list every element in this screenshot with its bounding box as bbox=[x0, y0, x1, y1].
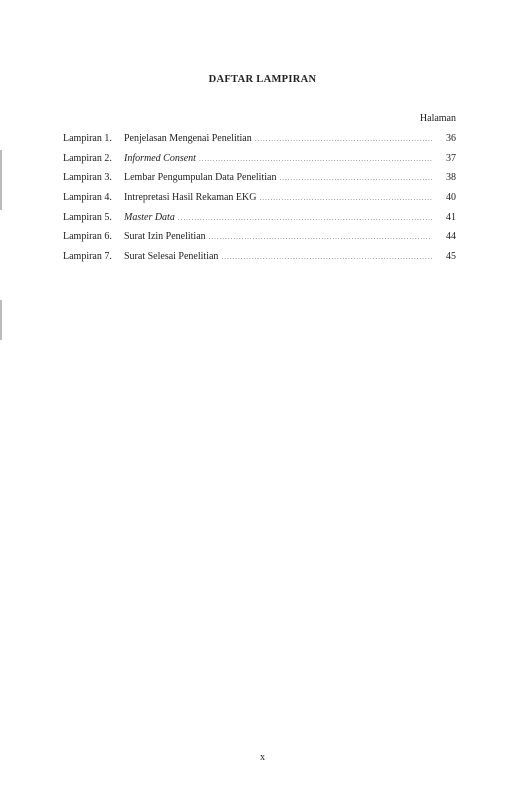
appendix-entry bbox=[63, 129, 456, 149]
appendix-entry bbox=[63, 149, 456, 169]
dot-leader bbox=[255, 130, 432, 150]
dot-leader bbox=[209, 228, 432, 248]
appendix-page-number: 41 bbox=[446, 211, 456, 223]
appendix-title: Lembar Pengumpulan Data Penelitian bbox=[124, 172, 277, 184]
appendix-page-number: 37 bbox=[446, 152, 456, 164]
appendix-entry bbox=[63, 188, 456, 208]
appendix-entry bbox=[63, 247, 456, 267]
appendix-entry bbox=[63, 168, 456, 188]
dot-leader bbox=[221, 248, 432, 268]
appendix-title: Surat Izin Penelitian bbox=[124, 231, 206, 243]
appendix-title: Master Data bbox=[124, 211, 175, 223]
dot-leader bbox=[259, 189, 432, 209]
appendix-title: Surat Selesai Penelitian bbox=[124, 251, 219, 263]
appendix-page-number: 36 bbox=[446, 133, 456, 144]
appendix-page-number: 38 bbox=[446, 172, 456, 184]
appendix-title: Intrepretasi Hasil Rekaman EKG bbox=[124, 192, 257, 204]
appendix-entry bbox=[63, 208, 456, 228]
dot-leader bbox=[178, 209, 432, 229]
dot-leader bbox=[279, 169, 432, 189]
appendix-title: Penjelasan Mengenai Penelitian bbox=[124, 133, 252, 144]
appendix-list bbox=[63, 129, 456, 267]
appendix-number: Lampiran 1. bbox=[63, 133, 112, 144]
appendix-number: Lampiran 4. bbox=[63, 192, 112, 204]
footer-page-number: x bbox=[260, 752, 265, 763]
appendix-number: Lampiran 2. bbox=[63, 152, 112, 164]
scan-edge-mark bbox=[0, 150, 2, 210]
scan-edge-mark bbox=[0, 300, 2, 340]
appendix-number: Lampiran 7. bbox=[63, 251, 112, 263]
appendix-title: Informed Consent bbox=[124, 152, 196, 164]
appendix-page-number: 44 bbox=[446, 231, 456, 243]
appendix-number: Lampiran 5. bbox=[63, 211, 112, 223]
appendix-number: Lampiran 3. bbox=[63, 172, 112, 184]
page-title: DAFTAR LAMPIRAN bbox=[208, 74, 317, 85]
page-column-header: Halaman bbox=[419, 113, 456, 124]
appendix-number: Lampiran 6. bbox=[63, 231, 112, 243]
appendix-page-number: 45 bbox=[446, 251, 456, 263]
dot-leader bbox=[199, 150, 432, 170]
appendix-page-number: 40 bbox=[446, 192, 456, 204]
appendix-entry bbox=[63, 227, 456, 247]
